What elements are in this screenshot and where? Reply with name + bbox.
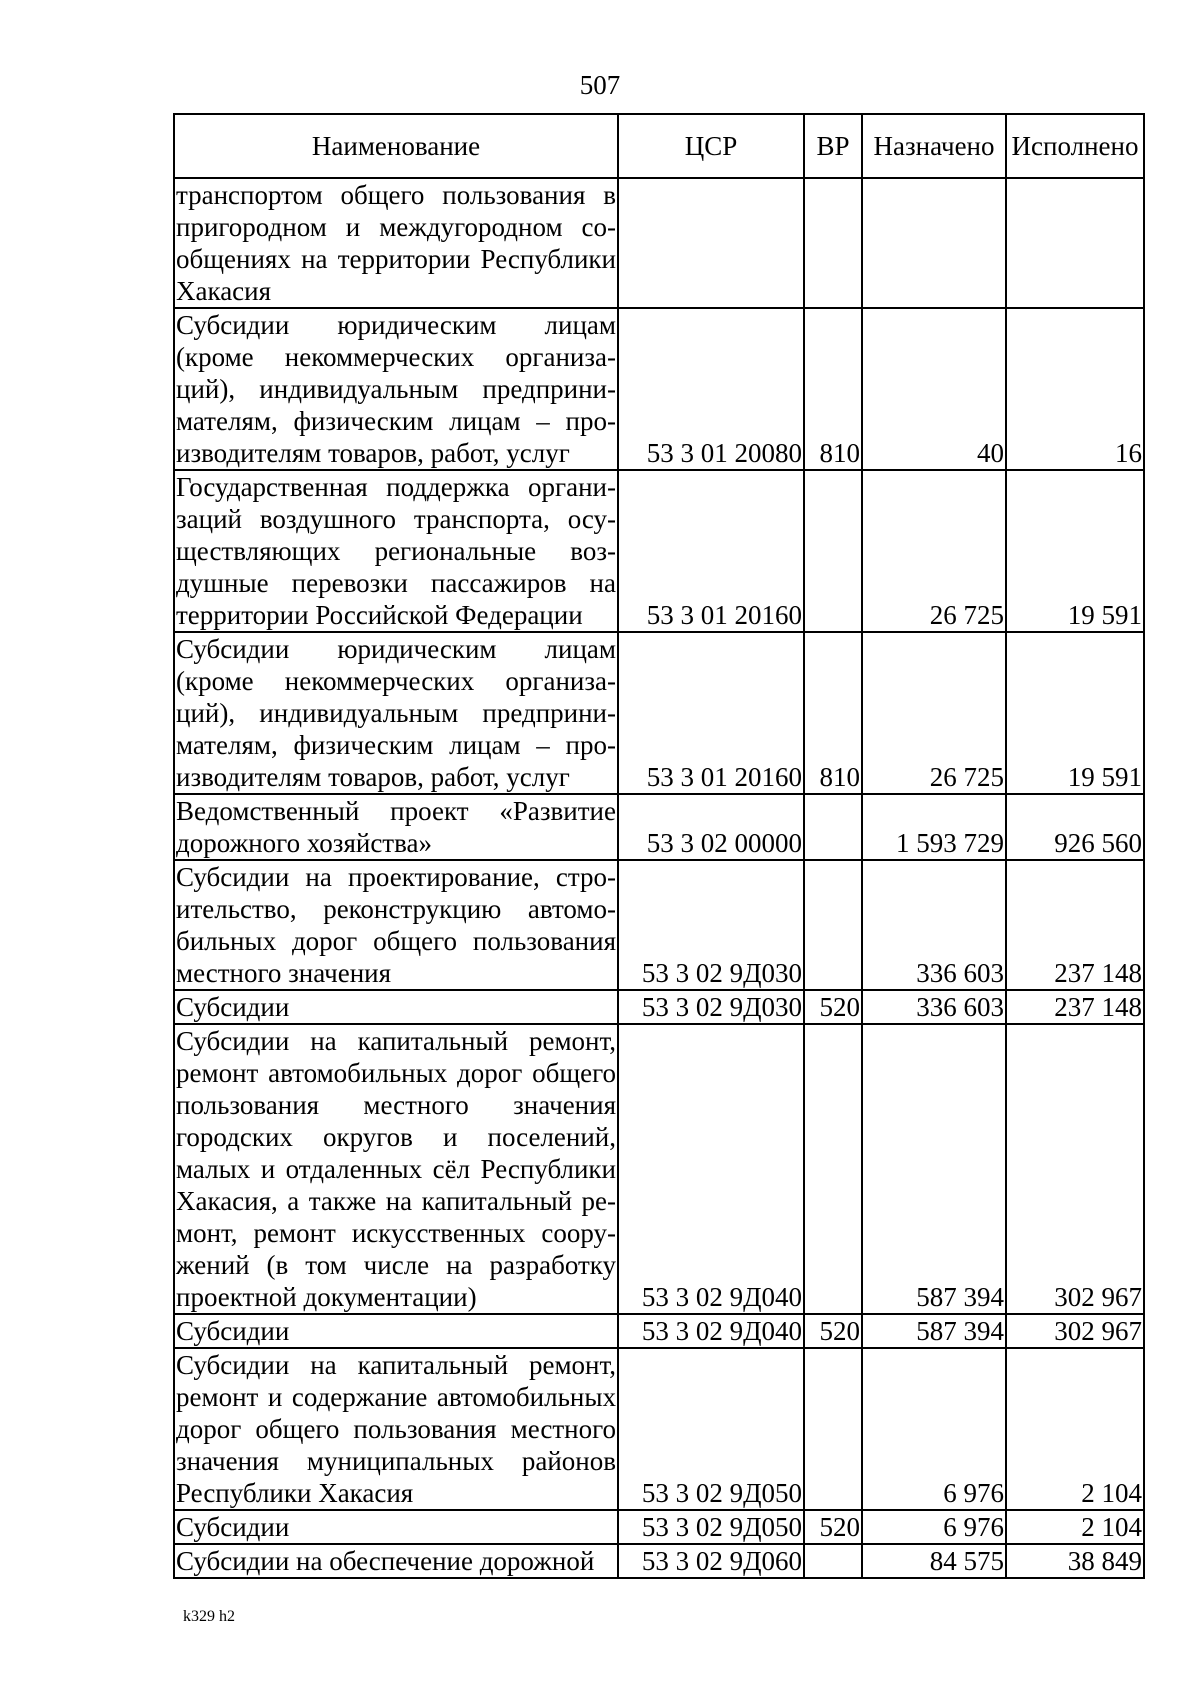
cell-name: Ведомственный проект «Развитие дорожного хозяйства»: [176, 796, 616, 858]
cell-assigned: 26 725: [862, 470, 1006, 632]
cell-assigned: [862, 178, 1006, 308]
table-body: [174, 178, 1144, 1578]
cell-vr: [804, 470, 862, 632]
footer-code: k329 h2: [183, 1608, 235, 1625]
cell-vr: 520: [804, 1510, 862, 1544]
table-row: [174, 794, 1144, 860]
cell-csr: 53 3 02 9Д060: [618, 1544, 804, 1578]
cell-vr: [804, 1544, 862, 1578]
cell-csr: 53 3 02 00000: [618, 794, 804, 860]
table-row: [174, 1544, 1144, 1578]
cell-vr: 520: [804, 990, 862, 1024]
cell-vr: 520: [804, 1314, 862, 1348]
cell-name: Субсидии на обеспечение дорожной: [174, 1544, 618, 1578]
cell-csr: 53 3 02 9Д040: [618, 1024, 804, 1314]
table-row: [174, 860, 1144, 990]
cell-vr: [804, 178, 862, 308]
cell-executed: 19 591: [1006, 632, 1144, 794]
cell-vr: [804, 1024, 862, 1314]
cell-vr: [804, 860, 862, 990]
cell-vr: [804, 794, 862, 860]
table-row: [174, 1348, 1144, 1510]
cell-csr: 53 3 02 9Д050: [618, 1348, 804, 1510]
cell-name: Субсидии юридическим лицам (кроме некоммерческих организаций), индивидуальным предпринимателям, физическим лицам – производителям товаров, работ, услуг: [176, 634, 616, 792]
cell-name: Субсидии на проектирование, строительство, реконструкцию автомобильных дорог общего пользования местного значения: [176, 862, 616, 988]
cell-assigned: 40: [862, 308, 1006, 470]
cell-name: Государственная поддержка организаций воздушного транспорта, осуществляющих региональные воздушные перевозки пассажиров на территории Российской Федерации: [176, 472, 616, 630]
cell-executed: 16: [1006, 308, 1144, 470]
table-row: [174, 1024, 1144, 1314]
cell-name: Субсидии на капитальный ремонт, ремонт автомобильных дорог общего пользования местного значения городских округов и поселений, малых и отдаленных сёл Республики Хакасия, а также на капитальный ремонт, ремонт искусственных сооружений (в том числе на разработку проектной документации): [176, 1026, 616, 1312]
cell-name: Субсидии: [174, 1314, 618, 1348]
header-csr: ЦСР: [618, 114, 804, 178]
cell-executed: 302 967: [1006, 1024, 1144, 1314]
cell-assigned: 336 603: [862, 860, 1006, 990]
page-number: 507: [579, 70, 621, 100]
cell-csr: 53 3 01 20080: [618, 308, 804, 470]
cell-assigned: 6 976: [862, 1510, 1006, 1544]
cell-executed: 237 148: [1006, 990, 1144, 1024]
cell-assigned: 84 575: [862, 1544, 1006, 1578]
cell-name: Субсидии юридическим лицам (кроме некоммерческих организаций), индивидуальным предпринимателям, физическим лицам – производителям товаров, работ, услуг: [176, 310, 616, 468]
cell-csr: 53 3 02 9Д030: [618, 990, 804, 1024]
table-row: [174, 632, 1144, 794]
cell-name: Субсидии: [174, 1510, 618, 1544]
cell-vr: [804, 1348, 862, 1510]
cell-csr: [618, 178, 804, 308]
table-row: [174, 1314, 1144, 1348]
table-row: [174, 1510, 1144, 1544]
cell-name: транспортом общего пользования в пригородном и междугородном сообщениях на территории Республики Хакасия: [176, 180, 616, 306]
table-header-row: [174, 114, 1144, 178]
header-name: Наименование: [174, 114, 618, 178]
cell-csr: 53 3 01 20160: [618, 470, 804, 632]
cell-assigned: 26 725: [862, 632, 1006, 794]
cell-name: Субсидии: [174, 990, 618, 1024]
table-row: [174, 470, 1144, 632]
cell-executed: 19 591: [1006, 470, 1144, 632]
cell-vr: 810: [804, 632, 862, 794]
cell-csr: 53 3 01 20160: [618, 632, 804, 794]
budget-table: [173, 113, 1145, 1579]
cell-csr: 53 3 02 9Д030: [618, 860, 804, 990]
header-assigned: Назначено: [862, 114, 1006, 178]
cell-executed: 302 967: [1006, 1314, 1144, 1348]
header-vr: ВР: [804, 114, 862, 178]
cell-assigned: 336 603: [862, 990, 1006, 1024]
cell-assigned: 6 976: [862, 1348, 1006, 1510]
table-row: [174, 990, 1144, 1024]
cell-csr: 53 3 02 9Д040: [618, 1314, 804, 1348]
cell-name: Субсидии на капитальный ремонт, ремонт и содержание автомобильных дорог общего пользования местного значения муниципальных районов Республики Хакасия: [176, 1350, 616, 1508]
table-row: [174, 178, 1144, 308]
cell-csr: 53 3 02 9Д050: [618, 1510, 804, 1544]
cell-executed: [1006, 178, 1144, 308]
cell-assigned: 587 394: [862, 1314, 1006, 1348]
cell-executed: 237 148: [1006, 860, 1144, 990]
cell-executed: 926 560: [1006, 794, 1144, 860]
cell-assigned: 1 593 729: [862, 794, 1006, 860]
cell-executed: 2 104: [1006, 1348, 1144, 1510]
cell-executed: 2 104: [1006, 1510, 1144, 1544]
cell-executed: 38 849: [1006, 1544, 1144, 1578]
cell-assigned: 587 394: [862, 1024, 1006, 1314]
table-row: [174, 308, 1144, 470]
header-executed: Исполнено: [1006, 114, 1144, 178]
cell-vr: 810: [804, 308, 862, 470]
